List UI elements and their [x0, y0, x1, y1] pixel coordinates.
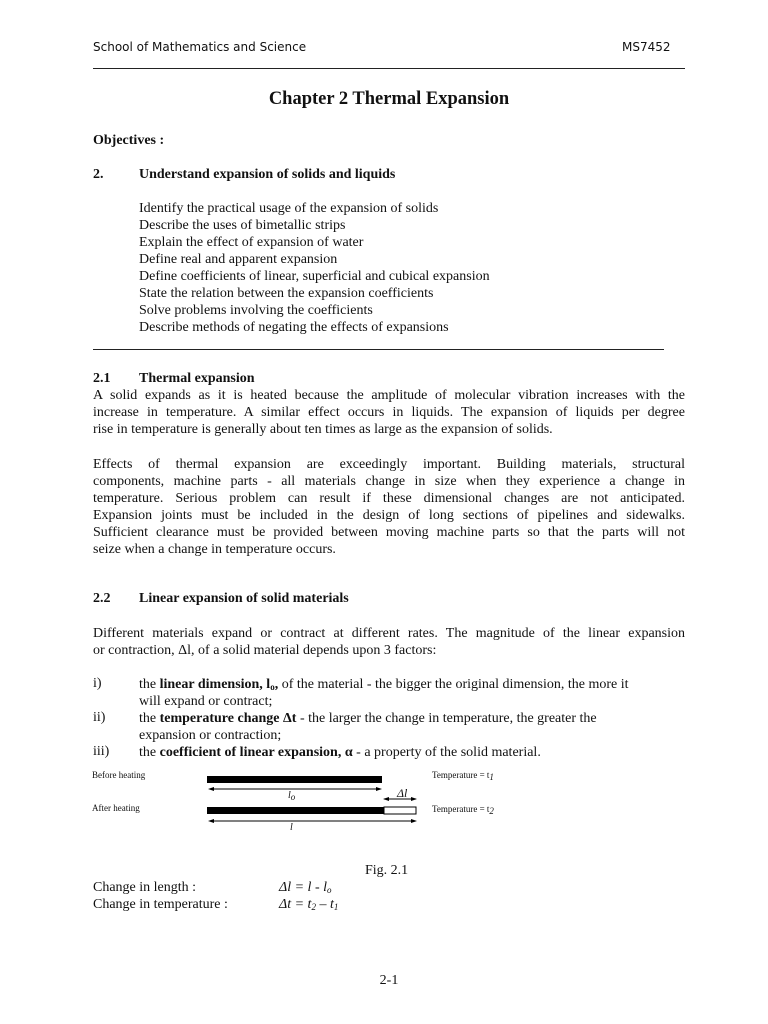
text-line: temperature. Serious problem can result if these dimensional changes are not anticipated.	[93, 491, 685, 506]
chapter-title: Chapter 2 Thermal Expansion	[268, 89, 510, 109]
objectives-list	[139, 200, 490, 336]
arrow-head	[411, 819, 417, 823]
list-item: Describe methods of negating the effects of expansions	[139, 320, 449, 335]
temperature-2-label: Temperature = $t_2$	[432, 804, 494, 816]
factor-item: the temperature change Δt - the larger the change in temperature, the greater the expansion or contraction;	[139, 711, 597, 743]
list-item: State the relation between the expansion coefficients	[139, 286, 434, 301]
bar-after-heating	[207, 807, 384, 814]
figure-caption: Fig. 2.1	[365, 863, 409, 878]
objective-number: 2.	[93, 167, 104, 182]
after-heating-label: After heating	[92, 803, 140, 813]
header-rule	[93, 68, 685, 69]
equation-label: Change in length :	[93, 880, 197, 895]
section-2-1-title: Thermal expansion	[139, 371, 255, 386]
arrow-head	[376, 787, 382, 791]
text-line: rise in temperature is generally about ten times as large as the expansion of solids.	[93, 422, 553, 437]
factor-number: i)	[93, 676, 102, 691]
temperature-1-label: Temperature = $t_1$	[432, 770, 494, 782]
page-number: 2-1	[379, 973, 399, 988]
bar-extension	[384, 807, 416, 814]
list-item: Identify the practical usage of the expansion of solids	[139, 201, 439, 216]
section-2-2-number: 2.2	[93, 591, 111, 606]
lo-label: $l_o$	[288, 790, 296, 802]
paragraph-thermal-expansion	[93, 387, 685, 438]
section-2-2-title: Linear expansion of solid materials	[139, 591, 349, 606]
factor-item: the linear dimension, $l_o$, of the material - the bigger the original dimension, the more it will expand or contract;	[139, 677, 629, 709]
list-item: Explain the effect of expansion of water	[139, 235, 364, 250]
text-line: A solid expands as it is heated because the amplitude of molecular vibration increases with the	[93, 388, 685, 403]
list-item: Solve problems involving the coefficients	[139, 303, 373, 318]
factor-item: the coefficient of linear expansion, α - a property of the solid material.	[139, 745, 541, 760]
equation-change-length: $\Delta l = l - l_o$	[279, 880, 332, 895]
text-line: Effects of thermal expansion are exceedingly important. Building materials, structural	[93, 457, 685, 472]
text-line: seize when a change in temperature occurs.	[93, 542, 336, 557]
text-line: Expansion joints must be included in the design of long sections of pipelines and sidewalks.	[93, 508, 685, 523]
text-line: Sufficient clearance must be provided between moving machine parts so that the parts will not	[93, 525, 685, 540]
paragraph-linear-intro	[93, 625, 685, 659]
factor-number: ii)	[93, 710, 106, 725]
bar-before-heating	[207, 776, 382, 783]
text-line: Different materials expand or contract at different rates. The magnitude of the linear expansion	[93, 626, 685, 641]
text-line: components, machine parts - all materials change in size when they experience a change in	[93, 474, 685, 489]
list-item: Describe the uses of bimetallic strips	[139, 218, 346, 233]
arrow-head	[208, 787, 214, 791]
arrow-head	[383, 797, 389, 801]
delta-l-label: Δl	[397, 786, 408, 800]
text-line: or contraction, Δl, of a solid material depends upon 3 factors:	[93, 643, 437, 658]
text-line: increase in temperature. A similar effect occurs in liquids. The expansion of liquids per degree	[93, 405, 685, 420]
section-2-1-number: 2.1	[93, 371, 111, 386]
factor-number: iii)	[93, 744, 110, 759]
equation-change-temperature: $\Delta t = t_2 - t_1$	[279, 897, 339, 912]
arrow-head	[411, 797, 417, 801]
header-school: School of Mathematics and Science	[93, 40, 307, 54]
header-code: MS7452	[622, 40, 671, 54]
arrow-head	[208, 819, 214, 823]
equation-label: Change in temperature :	[93, 897, 228, 912]
figure-2-1	[90, 765, 530, 845]
paragraph-effects	[93, 456, 685, 558]
l-label: l	[290, 822, 293, 833]
list-item: Define real and apparent expansion	[139, 252, 338, 267]
list-item: Define coefficients of linear, superficial and cubical expansion	[139, 269, 490, 284]
before-heating-label: Before heating	[92, 770, 146, 780]
objectives-label: Objectives :	[93, 133, 165, 148]
expansion-diagram	[90, 765, 530, 845]
section-separator	[93, 349, 664, 350]
objective-heading: Understand expansion of solids and liquids	[139, 167, 396, 182]
